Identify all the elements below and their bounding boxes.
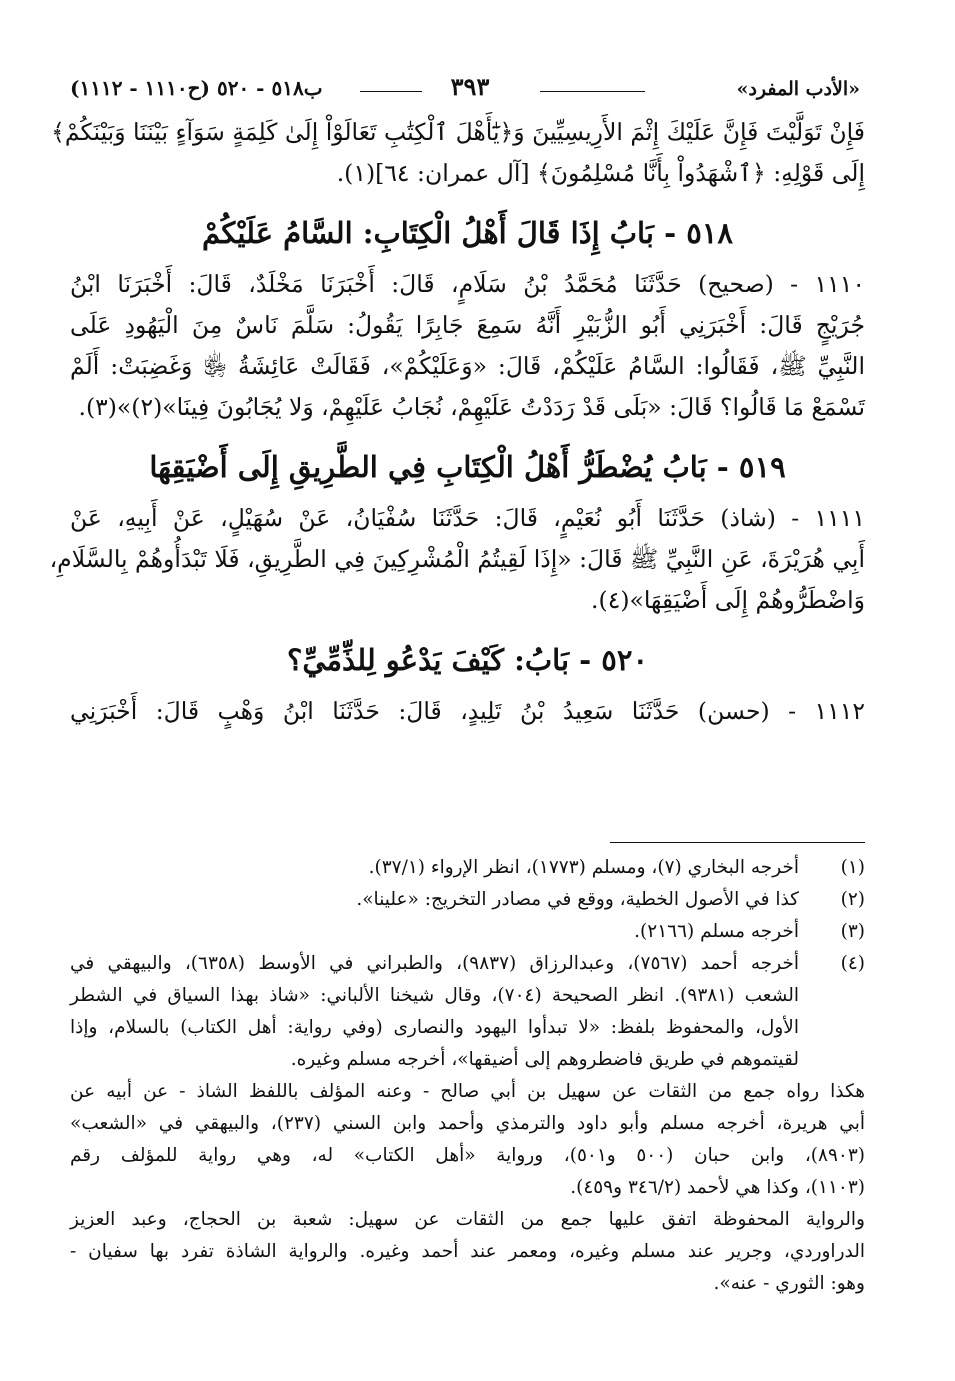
footnote-3 [70,916,865,948]
footnote-line: أبي هريرة، أخرجه مسلم وأبو داود والترمذي وأحمد وابن السني (٢٣٧)، والبيهقي في «الشعب» [70,1113,865,1134]
chapter-heading-518: ٥١٨ - بَابُ إِذَا قَالَ أَهْلُ الْكِتَابِ: السَّامُ عَلَيْكُمْ [202,216,733,250]
hadith-line: ١١١٢ - (حسن) حَدَّثَنَا سَعِيدُ بْنُ تَلِيدٍ، قَالَ: حَدَّثَنَا ابْنُ وَهْبٍ قَالَ: أَخْبَرَنِي [70,697,865,725]
chapter-heading-519: ٥١٩ - بَابُ يُضْطَرُّ أَهْلُ الْكِتَابِ فِي الطَّرِيقِ إِلَى أَضْيَقِهَا [149,450,786,484]
header-rule-right [540,91,645,92]
running-header [70,72,860,106]
footnote-line: وهو: الثوري - عنه». [713,1273,865,1294]
hadith-line: النَّبِيِّ ﷺ، فَقَالُوا: السَّامُ عَلَيْكُمْ، قَالَ: «وَعَلَيْكُمْ»، فَقَالَتْ عَائِشَةُ ﵂ وَغَضِبَتْ: أَلَمْ [70,352,865,380]
hadith-line: ١١١٠ - (صحيح) حَدَّثَنَا مُحَمَّدُ بْنُ سَلَامٍ، قَالَ: أَخْبَرَنَا مَخْلَدٌ، قَالَ: أَخْبَرَنَا ابْنُ [70,270,865,298]
hadith-line: ١١١١ - (شاذ) حَدَّثَنَا أَبُو نُعَيْمٍ، قَالَ: حَدَّثَنَا سُفْيَانُ، عَنْ سُهَيْلٍ، عَنْ أَبِيهِ، عَنْ [70,504,865,532]
footnote-line: الشعب (٩٣٨١). انظر الصحيحة (٧٠٤)، وقال شيخنا الألباني: «شاذ بهذا السياق في الشطر [70,985,799,1006]
footnotes [70,852,865,1300]
footnote-line: الدراوردي، وجرير عند مسلم وغيره، ومعمر عند أحمد وغيره. والرواية الشاذة تفرد بها سفيان - [70,1241,865,1262]
intro-line: فَإِنْ تَوَلَّيْتَ فَإِنَّ عَلَيْكَ إِثْمَ الأَرِيسِيِّينَ وَ﴿يَٰٓأَهْلَ ٱلْكِتَٰبِ تَعَالَوْاْ إِلَىٰ كَلِمَةٍ سَوَآءٍ بَيْنَنَا وَبَيْنَكُمْ﴾ [51,118,865,146]
main-text [49,112,865,732]
footnote-line: (٨٩٠٣)، وابن حبان (٥٠٠ و٥٠١)، ورواية «أهل الكتاب» له، وهي رواية للمؤلف رقم [70,1145,865,1166]
footnote-continuation-1 [70,1076,865,1204]
footnote-line: الأول، والمحفوظ بلفظ: «لا تبدأوا اليهود والنصارى (وفي رواية: أهل الكتاب) بالسلام، وإذا [70,1017,799,1038]
hadith-line: جُرَيْجٍ قَالَ: أَخْبَرَنِي أَبُو الزُّبَيْرِ أَنَّهُ سَمِعَ جَابِرًا يَقُولُ: سَلَّمَ نَاسٌ مِنَ الْيَهُودِ عَلَى [70,311,865,339]
footnote-line: لقيتموهم في طريق فاضطروهم إلى أضيقها»، أخرجه مسلم وغيره. [290,1049,799,1070]
section-reference: ب٥١٨ - ٥٢٠ (ح١١١٠ - ١١١٢) [70,76,323,100]
footnote-number: (٢) [840,889,865,910]
footnote-line: أخرجه البخاري (٧)، ومسلم (١٧٧٣)، انظر الإرواء (٣٧/١). [368,857,799,878]
footnote-number: (١) [840,857,865,878]
hadith-line: تَسْمَعْ مَا قَالُوا؟ قَالَ: «بَلَى قَدْ رَدَدْتُ عَلَيْهِمْ، نُجَابُ عَلَيْهِمْ، وَلا يُجَابُونَ فِينَا»(٢)»(٣). [78,393,865,421]
intro-line: إِلَى قَوْلِهِ: ﴿ٱشْهَدُواْ بِأَنَّا مُسْلِمُونَ﴾ [آل عمران: ٦٤](١). [336,159,865,187]
footnote-4 [70,948,865,1076]
footnote-line: هكذا رواه جمع من الثقات عن سهيل بن أبي صالح - وعنه المؤلف باللفظ الشاذ - عن أبيه عن [70,1081,865,1102]
header-rule-left [360,91,422,92]
footnote-line: أخرجه مسلم (٢١٦٦). [634,921,799,942]
chapter-heading-520: ٥٢٠ - بَابُ: كَيْفَ يَدْعُو لِلذِّمِّيِّ؟ [286,643,649,677]
footnote-line: أخرجه أحمد (٧٥٦٧)، وعبدالرزاق (٩٨٣٧)، والطبراني في الأوسط (٦٣٥٨)، والبيهقي في [70,953,799,974]
book-title: «الأدب المفرد» [736,78,860,100]
footnote-1 [70,852,865,884]
footnote-line: والرواية المحفوظة اتفق عليها جمع من الثقات عن سهيل: شعبة بن الحجاج، وعبد العزيز [70,1209,865,1230]
footnote-number: (٣) [840,921,865,942]
footnote-continuation-2 [70,1204,865,1300]
page-number: ٣٩٣ [450,72,490,101]
footnote-2 [70,884,865,916]
footnote-line: (١١٠٣)، وكذا هي لأحمد (٣٤٦/٢ و٤٥٩). [570,1177,865,1198]
footnote-line: كذا في الأصول الخطية، ووقع في مصادر التخريج: «علينا». [356,889,799,910]
footnote-number: (٤) [840,953,865,974]
footnote-divider [610,842,865,843]
hadith-line: أَبِي هُرَيْرَةَ، عَنِ النَّبِيِّ ﷺ قَالَ: «إِذَا لَقِيتُمُ الْمُشْرِكِينَ فِي الطَّرِيقِ، فَلَا تَبْدَأُوهُمْ بِالسَّلَامِ، [49,545,865,573]
hadith-line: وَاضْطَرُّوهُمْ إِلَى أَضْيَقِهَا»(٤). [591,586,865,614]
